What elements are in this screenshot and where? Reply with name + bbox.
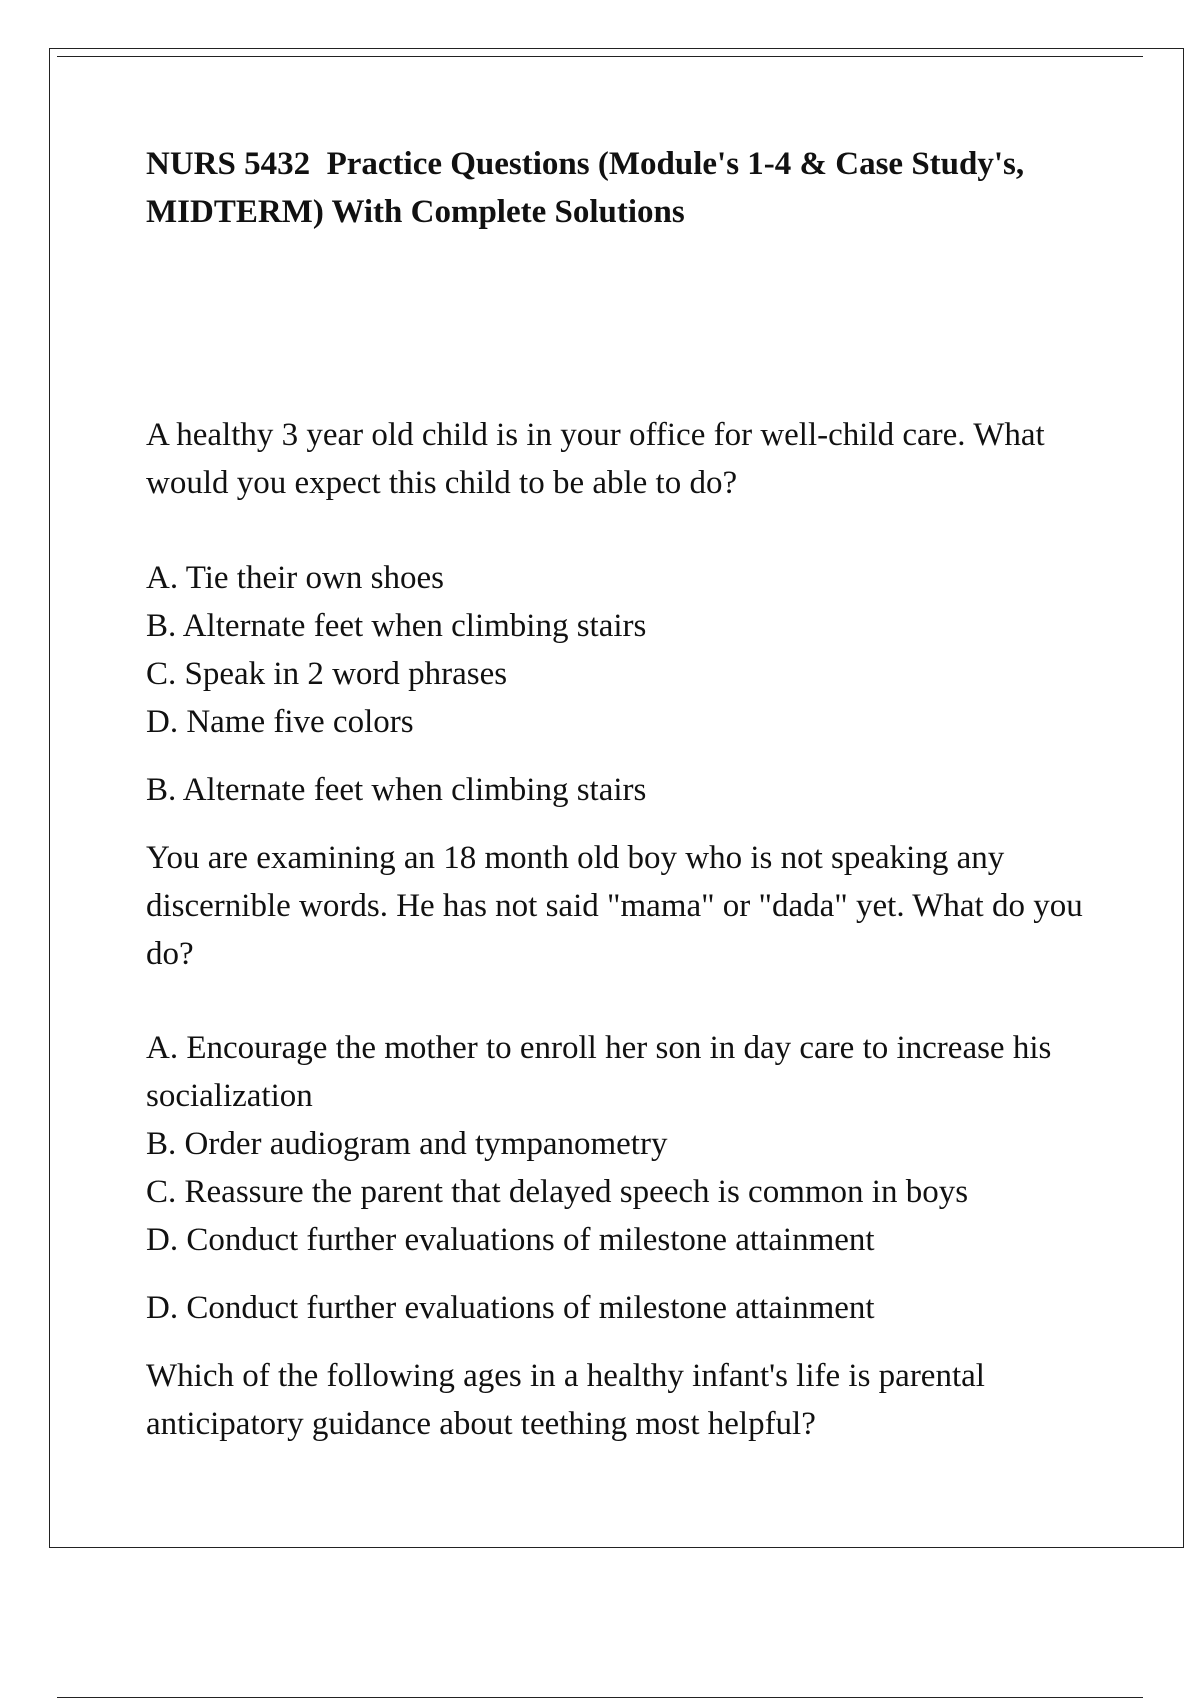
document-title: NURS 5432 Practice Questions (Module's 1-4 & Case Study's, MIDTERM) With Complete Solutions — [146, 146, 1033, 230]
question-1-option-c: C. Speak in 2 word phrases — [146, 656, 508, 692]
question-1-answer: B. Alternate feet when climbing stairs — [146, 772, 647, 808]
question-1-option-d: D. Name five colors — [146, 704, 414, 740]
question-2-answer: D. Conduct further evaluations of milestone attainment — [146, 1290, 875, 1326]
question-1-options — [146, 554, 1106, 746]
question-2-option-d: D. Conduct further evaluations of milestone attainment — [146, 1222, 875, 1258]
question-1-prompt: A healthy 3 year old child is in your office for well-child care. What would you expect this child to be able to do? — [146, 417, 1045, 501]
question-3-prompt: Which of the following ages in a healthy infant's life is parental anticipatory guidance about teething most helpful? — [146, 1358, 985, 1442]
bottom-divider-line — [57, 1697, 1143, 1698]
question-2-option-c: C. Reassure the parent that delayed speech is common in boys — [146, 1174, 969, 1210]
question-1-option-a: A. Tie their own shoes — [146, 560, 444, 596]
top-divider-line — [57, 56, 1143, 57]
question-2-prompt: You are examining an 18 month old boy who is not speaking any discernible words. He has not said "mama" or "dada" yet. What do you do? — [146, 840, 1083, 972]
question-2-option-b: B. Order audiogram and tympanometry — [146, 1126, 668, 1162]
question-2-option-a: A. Encourage the mother to enroll her son in day care to increase his socialization — [146, 1030, 1052, 1114]
question-2-options — [146, 1024, 1106, 1264]
document-content — [146, 140, 1106, 1448]
question-1-option-b: B. Alternate feet when climbing stairs — [146, 608, 647, 644]
